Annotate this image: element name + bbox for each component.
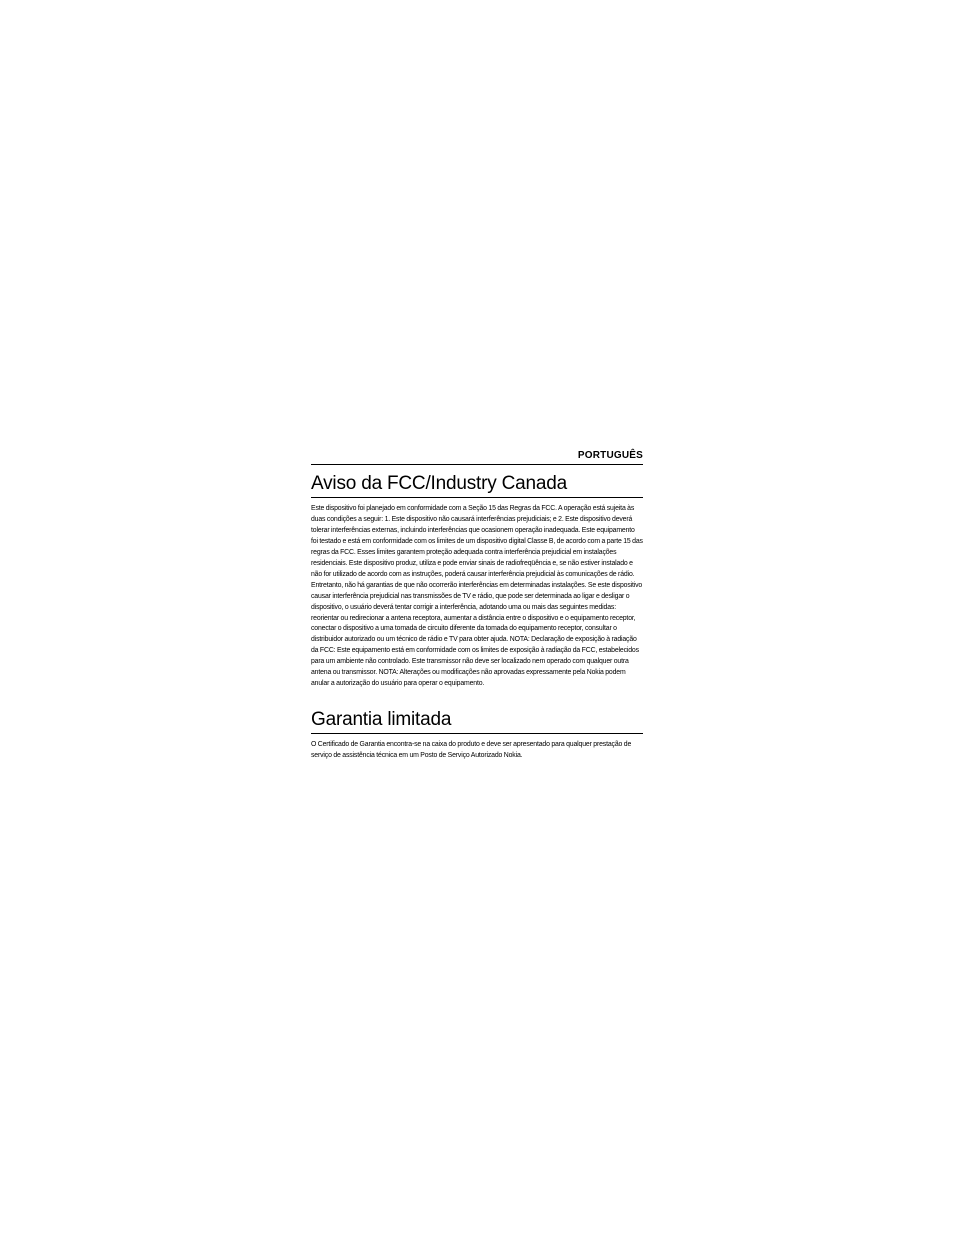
section-fcc-notice	[311, 465, 643, 690]
section-title-warranty: Garantia limitada	[311, 701, 643, 734]
running-header-language: PORTUGUÊS	[311, 449, 643, 465]
section-limited-warranty	[311, 701, 643, 762]
section-body-warranty: O Certificado de Garantia encontra-se na caixa do produto e deve ser apresentado para qualquer prestação de serviço de assistência técnica em um Posto de Serviço Autorizado Nokia.	[311, 741, 632, 760]
section-title-fcc: Aviso da FCC/Industry Canada	[311, 465, 643, 498]
section-body-fcc: Este dispositivo foi planejado em conformidade com a Seção 15 das Regras da FCC. A operação está sujeita às duas condições a seguir: 1. Este dispositivo não causará interferências prejudiciais; e 2. Este dispositivo deverá tolerar interferências externas, incluindo interferências que ocasionem operação inadequada. Este equipamento foi testado e está em conformidade com os limites de um dispositivo digital Classe B, de acordo com a parte 15 das regras da FCC. Esses limites garantem proteção adequada contra interferência prejudicial em instalações residenciais. Este dispositivo produz, utiliza e pode enviar sinais de radiofreqüência e, se não estiver instalado e não for utilizado de acordo com as instruções, poderá causar interferência prejudicial às comunicações de rádio. Entretanto, não há garantias de que não ocorrerão interferências em determinadas instalações. Se este dispositivo causar interferência prejudicial nas transmissões de TV e rádio, que pode ser determinada ao ligar e desligar o dispositivo, o usuário deverá tentar corrigir a interferência, adotando uma ou mais das seguintes medidas: reorientar ou redirecionar a antena receptora, aumentar a distância entre o dispositivo e o equipamento receptor, conectar o dispositivo a uma tomada de circuito diferente da tomada do equipamento receptor, consultar o distribuidor autorizado ou um técnico de rádio e TV para obter ajuda. NOTA: Declaração de exposição à radiação da FCC: Este equipamento está em conformidade com os limites de exposição à radiação da FCC, estabelecidos para um ambiente não controlado. Este transmissor não deve ser localizado nem operado com qualquer outra antena ou transmissor. NOTA: Alterações ou modificações não aprovadas expressamente pela Nokia podem anular a autorização do usuário para operar o equipamento.	[311, 505, 643, 688]
document-page	[311, 449, 643, 762]
